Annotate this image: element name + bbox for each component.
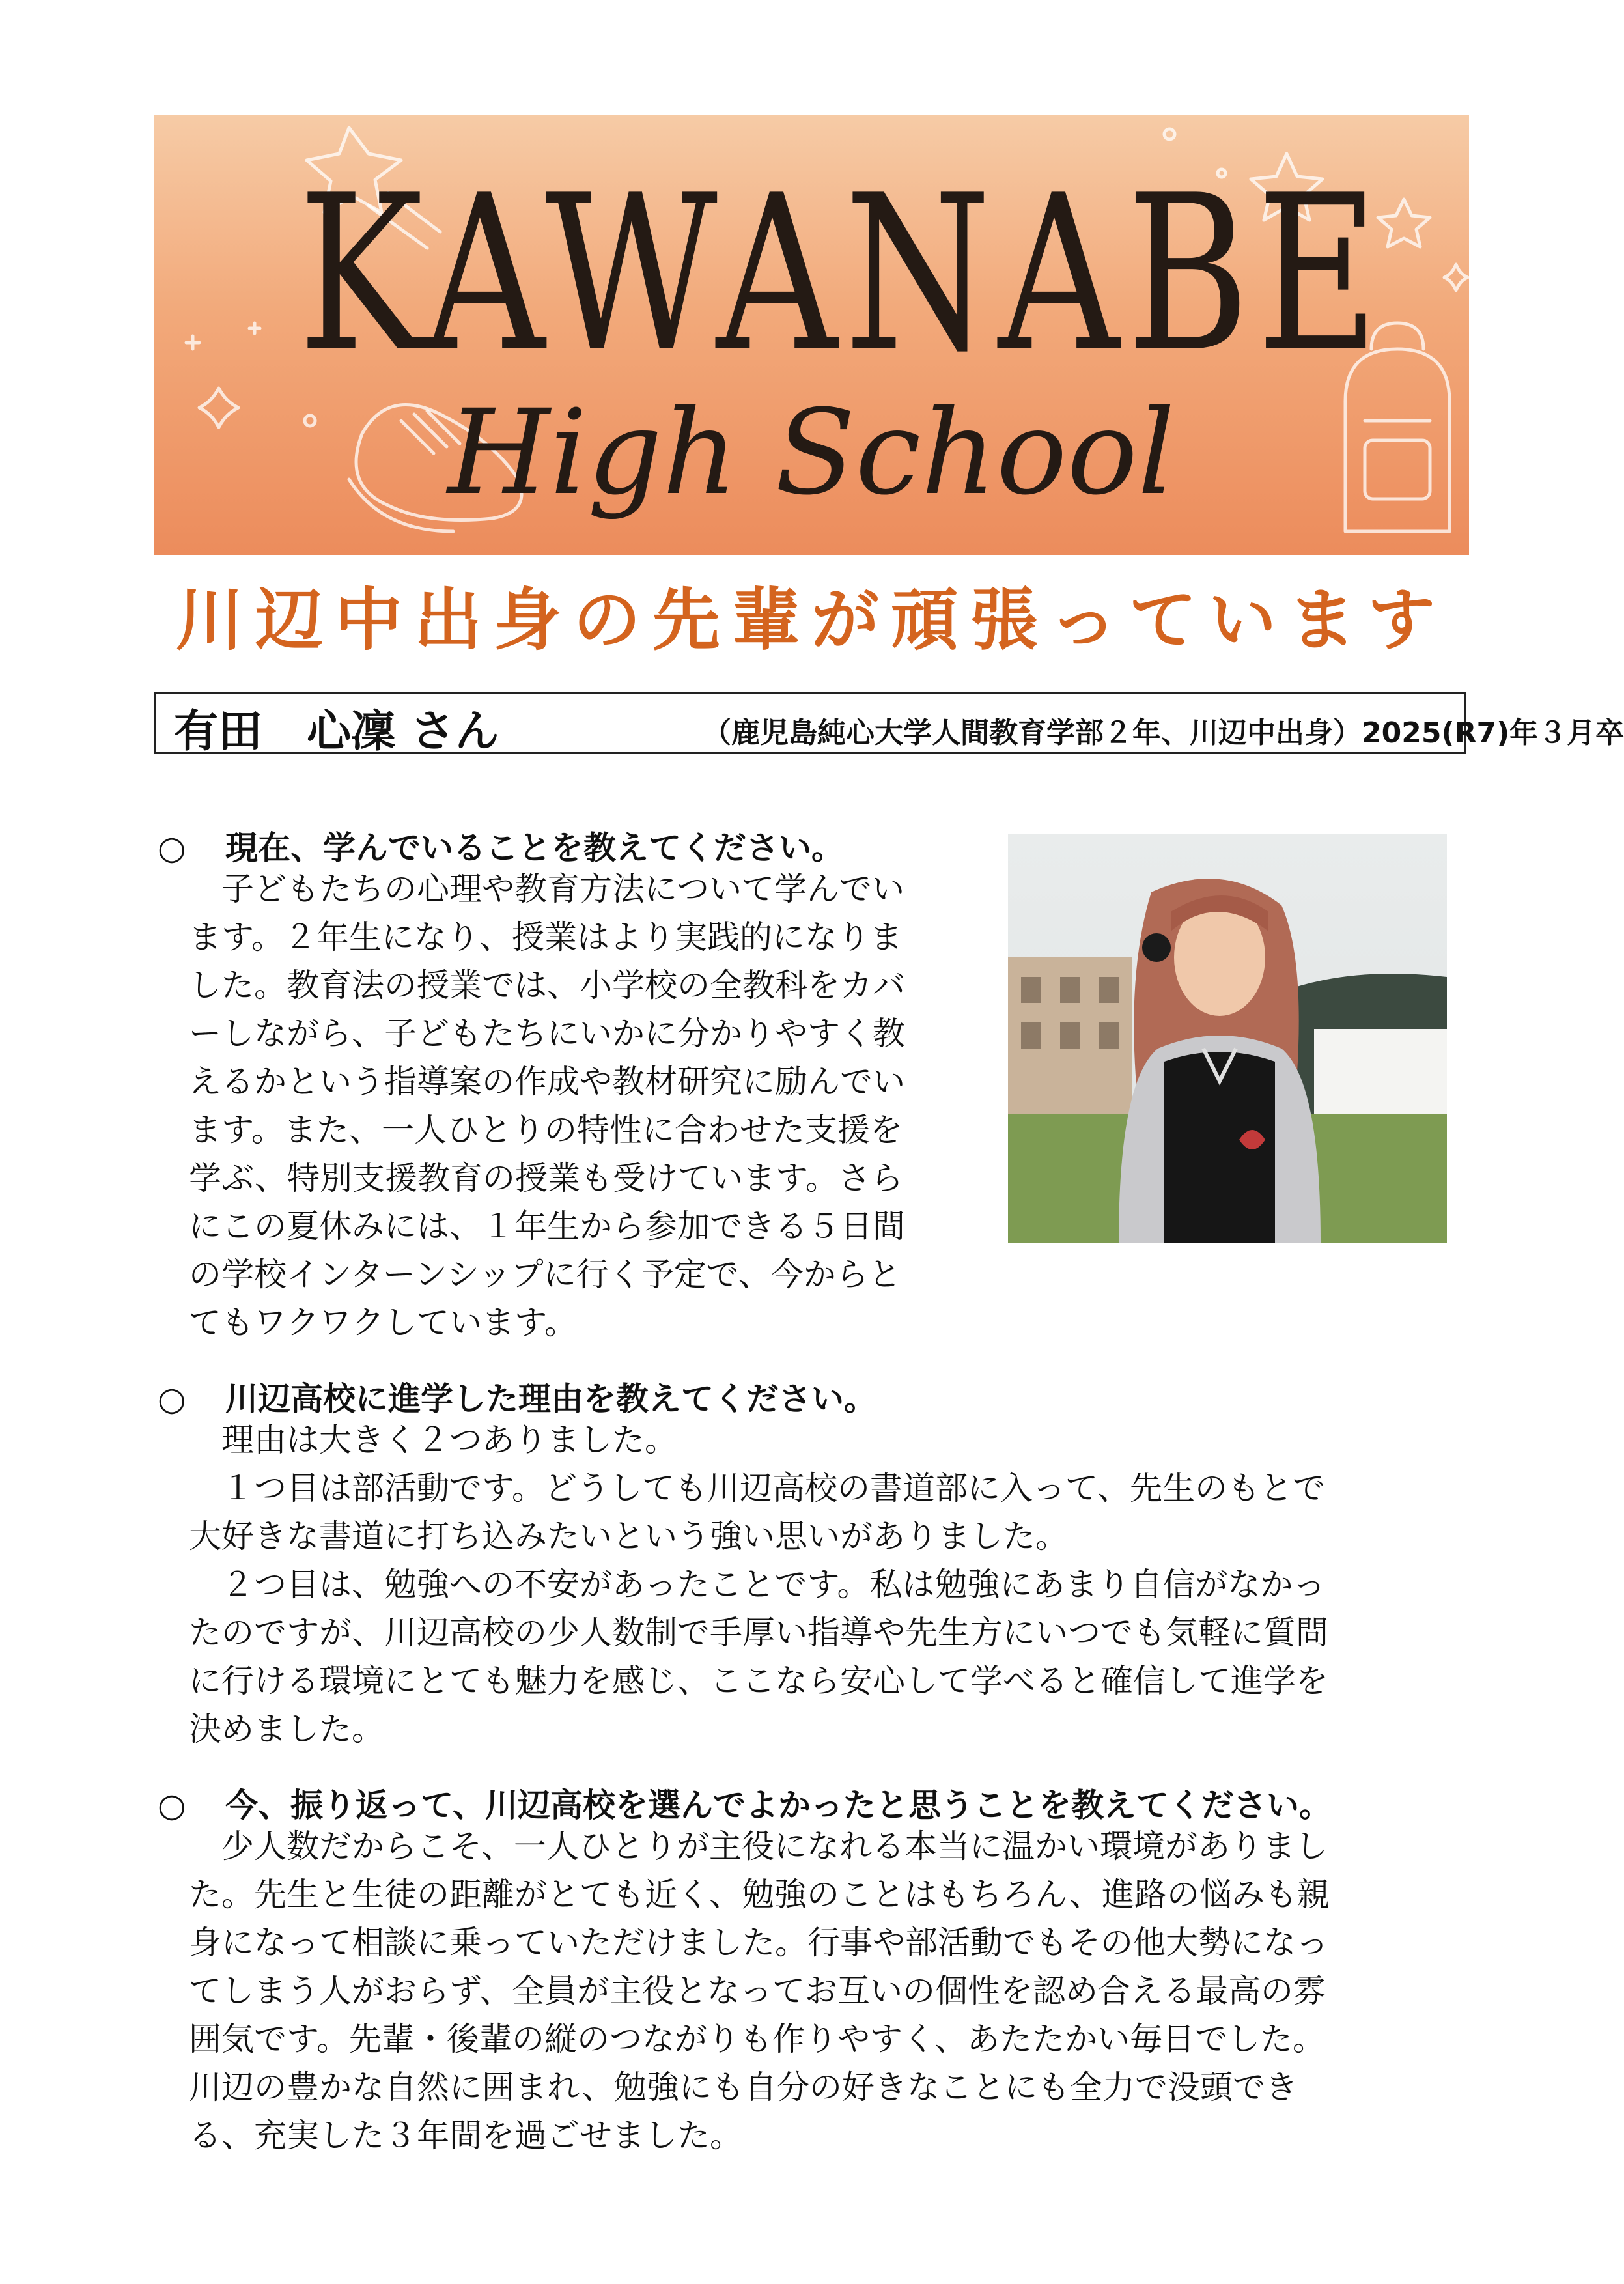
profile-box [154,692,1624,757]
answer-3-line-2: た。先生と生徒の距離がとても近く、勉強のことはもちろん、進路の悩みも親 [189,1876,1330,1913]
answer-1-line-9: の学校インターンシップに行く予定で、今からと [189,1256,901,1293]
page-headline: 川辺中出身の先輩が頑張っています [175,580,1447,660]
answer-2-line-1: 理由は大きく２つありました。 [189,1421,677,1459]
circle-bullet-icon: ○ [158,1786,186,1824]
answer-3-line-1: 少人数だからこそ、一人ひとりが主役になれる本当に温かい環境がありまし [189,1827,1328,1865]
question-1-text: 現在、学んでいることを教えてください。 [225,829,844,867]
profile-affiliation: （鹿児島純心大学人間教育学部２年、川辺中出身）2025(R7)年３月卒 [703,716,1624,750]
answer-2-line-2: １つ目は部活動です。どうしても川辺高校の書道部に入って、先生のもとで [189,1469,1325,1507]
answer-1-line-4: ーしながら、子どもたちにいかに分かりやすく教 [189,1015,905,1052]
answer-1-line-10: てもワクワクしています。 [189,1304,577,1342]
question-1 [158,822,844,869]
circle-bullet-icon: ○ [158,1380,186,1418]
answer-1-line-8: にこの夏休みには、１年生から参加できる５日間 [189,1207,905,1245]
answer-2-line-6: に行ける環境にとても魅力を感じ、ここなら安心して学べると確信して進学を [189,1662,1328,1700]
student-photo-illustration [1008,834,1447,1243]
answer-1-line-1: 子どもたちの心理や教育方法について学んでい [189,870,904,908]
school-banner [154,115,1469,555]
answer-2-line-4: ２つ目は、勉強への不安があったことです。私は勉強にあまり自信がなかっ [189,1566,1326,1603]
answer-2-line-7: 決めました。 [189,1710,384,1748]
answer-2-line-3: 大好きな書道に打ち込みたいという強い思いがありました。 [189,1517,1068,1555]
answer-1-line-3: した。教育法の授業では、小学校の全教科をカバ [189,966,905,1004]
circle-bullet-icon: ○ [158,829,186,867]
answer-3-line-5: 囲気です。先輩・後輩の縦のつながりも作りやすく、あたたかい毎日でした。 [189,2020,1325,2058]
answer-1-line-6: ます。また、一人ひとりの特性に合わせた支援を [189,1111,903,1149]
answer-1-line-2: ます。２年生になり、授業はより実践的になりま [189,918,903,956]
answer-3-line-6: 川辺の豊かな自然に囲まれ、勉強にも自分の好きなことにも全力で没頭でき [189,2068,1298,2106]
sparkle-icon [1444,264,1468,290]
answer-3-line-7: る、充実した３年間を過ごせました。 [189,2117,742,2154]
question-3-text: 今、振り返って、川辺高校を選んでよかったと思うことを教えてください。 [225,1786,1332,1824]
answer-3-line-3: 身になって相談に乗っていただけました。行事や部活動でもその他大勢になっ [189,1924,1328,1962]
banner-title: KAWANABE [298,149,1386,399]
student-photo [1008,834,1447,1243]
answer-3-line-4: てしまう人がおらず、全員が主役となってお互いの個性を認め合える最高の雰 [189,1972,1326,2010]
question-2-text: 川辺高校に進学した理由を教えてください。 [225,1380,876,1418]
answer-1-line-5: えるかという指導案の作成や教材研究に励んでい [189,1063,905,1101]
profile-name: 有田 心凜 さん [174,706,499,757]
question-2 [158,1373,876,1420]
banner-subtitle: High School [447,385,1175,521]
answer-2-line-5: たのですが、川辺高校の少人数制で手厚い指導や先生方にいつでも気軽に質問 [189,1614,1328,1652]
question-3 [158,1779,1332,1826]
answer-1-line-7: 学ぶ、特別支援教育の授業も受けています。さら [189,1159,903,1197]
